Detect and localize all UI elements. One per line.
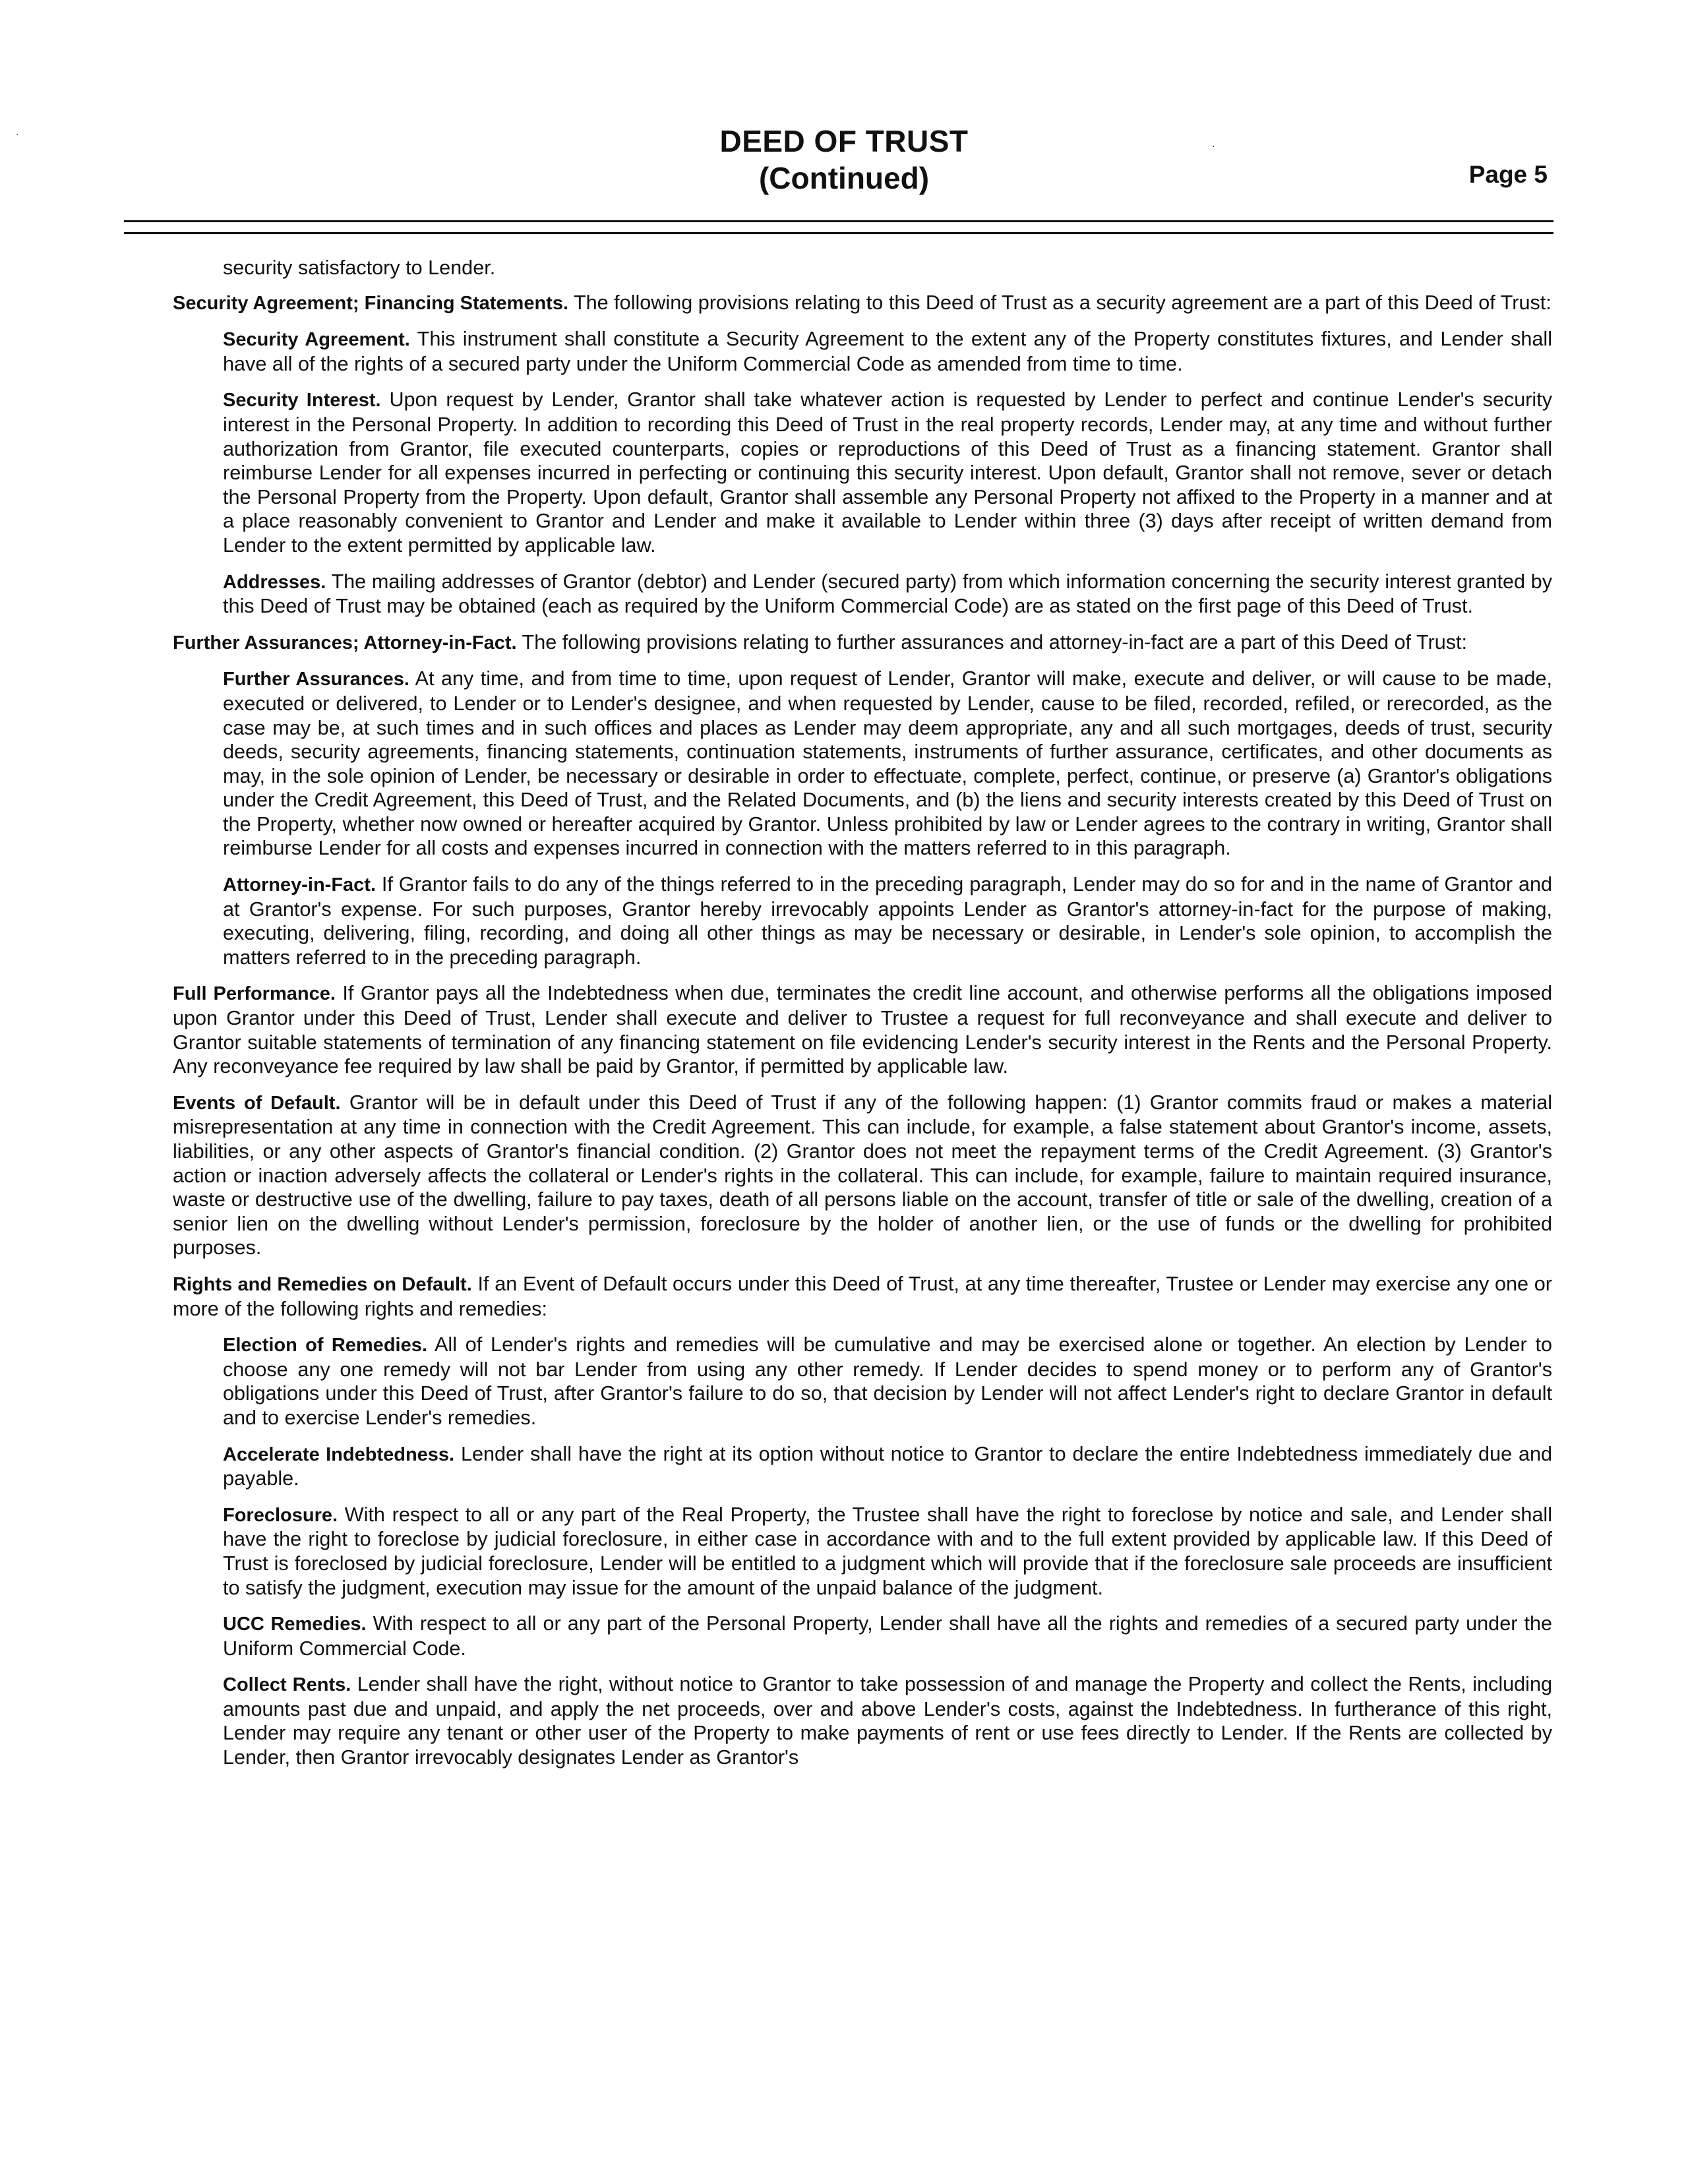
subsection-attorney-in-fact — [223, 872, 1552, 969]
paragraph-text: Lender shall have the right, without notice to Grantor to take possession of and manage the Property and collect the Rents, including amounts past due and unpaid, and apply the net proceeds, over and above Lender's costs, against the Indebtedness. In furtherance of this right, Lender may require any tenant or other user of the Property to make payments of rent or use fees directly to Lender. If the Rents are collected by Lender, then Grantor irrevocably designates Lender as Grantor's — [223, 1673, 1553, 1769]
paragraph-text: Lender shall have the right at its option without notice to Grantor to declare the entire Indebtedness immediately due and payable. — [223, 1442, 1552, 1490]
paragraph-text: If Grantor pays all the Indebtedness when due, terminates the credit line account, and otherwise performs all the obligations imposed upon Grantor under this Deed of Trust, Lender shall execute and deliver to Trustee a request for full reconveyance and shall execute and deliver to Grantor suitable statements of termination of any financing statement on file evidencing Lender's security interest in the Rents and the Personal Property. Any reconveyance fee required by law shall be paid by Grantor, if permitted by applicable law. — [173, 982, 1552, 1078]
paragraph-text: If Grantor fails to do any of the things referred to in the preceding paragraph, Lender may do so for and in the name of Grantor and at Grantor's expense. For such purposes, Grantor hereby irrevocably appoints Lender as Grantor's attorney-in-fact for the purpose of making, executing, delivering, filing, recording, and doing all other things as may be necessary or desirable, in Lender's sole opinion, to accomplish the matters referred to in the preceding paragraph. — [223, 873, 1553, 969]
subsection-heading: Collect Rents. — [223, 1674, 351, 1696]
paragraph-text: At any time, and from time to time, upon request of Lender, Grantor will make, execute and deliver, or will cause to be made, executed or delivered, to Lender or to Lender's designee, and when requested by Lender, cause to be filed, recorded, refiled, or rerecorded, as the case may be, at such times and in such offices and places as Lender may deem appropriate, any and all such mortgages, deeds of trust, security deeds, security agreements, financing statements, continuation statements, instruments of further assurance, certificates, and other documents as may, in the sole opinion of Lender, be necessary or desirable in order to effectuate, complete, perfect, continue, or preserve (a) Grantor's obligations under the Credit Agreement, this Deed of Trust, and the Related Documents, and (b) the liens and security interests created by this Deed of Trust on the Property, whether now owned or hereafter acquired by Grantor. Unless prohibited by law or Lender agrees to the contrary in writing, Grantor shall reimburse Lender for all costs and expenses incurred in connection with the matters referred to in this paragraph. — [223, 667, 1553, 860]
paragraph-text: Upon request by Lender, Grantor shall take whatever action is requested by Lender to perfect and continue Lender's security interest in the Personal Property. In addition to recording this Deed of Trust in the real property records, Lender may, at any time and without further authorization from Grantor, file executed counterparts, copies or reproductions of this Deed of Trust as a financing statement. Grantor shall reimburse Lender for all expenses incurred in perfecting or continuing this security interest. Upon default, Grantor shall not remove, sever or detach the Personal Property from the Property. Upon default, Grantor shall assemble any Personal Property not affixed to the Property in a manner and at a place reasonably convenient to Grantor and Lender and make it available to Lender within three (3) days after receipt of written demand from Lender to the extent permitted by applicable law. — [223, 388, 1553, 557]
document-title: DEED OF TRUST — [719, 124, 969, 158]
subsection-security-agreement — [223, 327, 1552, 376]
section-heading: Events of Default. — [173, 1092, 341, 1114]
paragraph-text: If an Event of Default occurs under this Deed of Trust, at any time thereafter, Trustee or Lender may exercise any one or more of the following rights and remedies: — [173, 1272, 1552, 1320]
subsection-heading: Security Interest. — [223, 390, 381, 411]
subsection-security-interest — [223, 388, 1552, 557]
section-rights-and-remedies — [173, 1272, 1552, 1321]
subsection-heading: Addresses. — [223, 571, 326, 593]
paragraph-text: With respect to all or any part of the Real Property, the Trustee shall have the right to foreclose by notice and sale, and Lender shall have the right to foreclose by judicial foreclosure, in either case in accordance with and to the full extent provided by applicable law. If this Deed of Trust is foreclosed by judicial foreclosure, Lender will be entitled to a judgment which will provide that if the foreclosure sale proceeds are insufficient to satisfy the judgment, execution may issue for the amount of the unpaid balance of the judgment. — [223, 1503, 1552, 1599]
paragraph-text: Grantor will be in default under this Deed of Trust if any of the following happen: (1) Grantor commits fraud or makes a material misrepresentation at any time in connection with the Credit Agreement. This can include, for example, a false statement about Grantor's income, assets, liabilities, or any other aspects of Grantor's financial condition. (2) Grantor does not meet the repayment terms of the Credit Agreement. (3) Grantor's action or inaction adversely affects the collateral or Lender's rights in the collateral. This can include, for example, failure to maintain required insurance, waste or destructive use of the dwelling, failure to pay taxes, death of all persons liable on the account, transfer of title or sale of the dwelling, creation of a senior lien on the dwelling without Lender's permission, foreclosure by the holder of another lien, or the use of funds or the dwelling for prohibited purposes. — [173, 1091, 1553, 1259]
subsection-heading: UCC Remedies. — [223, 1614, 367, 1635]
document-body — [173, 256, 1552, 1782]
section-security-agreement-financing — [173, 291, 1552, 316]
page-number: Page 5 — [1468, 161, 1548, 188]
paragraph-text: The following provisions relating to this Deed of Trust as a security agreement are a part of this Deed of Trust: — [573, 291, 1552, 314]
section-heading: Rights and Remedies on Default. — [173, 1273, 472, 1295]
paragraph-text: With respect to all or any part of the Personal Property, Lender shall have all the rights and remedies of a secured party under the Uniform Commercial Code. — [223, 1612, 1552, 1660]
scan-speck: · — [16, 129, 19, 139]
subsection-heading: Foreclosure. — [223, 1504, 338, 1526]
section-heading: Security Agreement; Financing Statements. — [173, 292, 569, 314]
section-further-assurances-attorney — [173, 630, 1552, 655]
subsection-heading: Accelerate Indebtedness. — [223, 1443, 455, 1465]
section-events-of-default — [173, 1091, 1552, 1260]
section-full-performance — [173, 981, 1552, 1078]
paragraph-text: This instrument shall constitute a Security Agreement to the extent any of the Property constitutes fixtures, and Lender shall have all of the rights of a secured party under the Uniform Commercial Code as amended from time to time. — [223, 328, 1552, 375]
subsection-accelerate-indebtedness — [223, 1442, 1552, 1491]
paragraph-text: All of Lender's rights and remedies will be cumulative and may be exercised alone or together. An election by Lender to choose any one remedy will not bar Lender from using any other remedy. If Lender decides to spend money or to perform any of Grantor's obligations under this Deed of Trust, after Grantor's failure to do so, that decision by Lender will not affect Lender's right to declare Grantor in default and to exercise Lender's remedies. — [223, 1333, 1552, 1429]
header-divider-top — [124, 220, 1553, 222]
subsection-heading: Attorney-in-Fact. — [223, 874, 376, 896]
paragraph-text: The mailing addresses of Grantor (debtor) and Lender (secured party) from which information concerning the security interest granted by this Deed of Trust may be obtained (each as required by the Uniform Commercial Code) are as stated on the first page of this Deed of Trust. — [223, 570, 1552, 618]
subsection-election-of-remedies — [223, 1333, 1552, 1430]
subsection-collect-rents — [223, 1672, 1552, 1769]
scan-speck: · — [1212, 140, 1215, 151]
subsection-further-assurances — [223, 667, 1552, 861]
document-header — [0, 123, 1688, 197]
paragraph-continuation — [223, 256, 1552, 280]
paragraph-text: The following provisions relating to further assurances and attorney-in-fact are a part of this Deed of Trust: — [522, 630, 1468, 653]
subsection-heading: Further Assurances. — [223, 669, 409, 690]
section-heading: Further Assurances; Attorney-in-Fact. — [173, 632, 517, 653]
header-divider-bottom — [124, 232, 1553, 234]
subsection-heading: Election of Remedies. — [223, 1335, 427, 1356]
subsection-heading: Security Agreement. — [223, 329, 410, 351]
subsection-ucc-remedies — [223, 1612, 1552, 1660]
subsection-addresses — [223, 570, 1552, 619]
document-subtitle: (Continued) — [758, 161, 930, 195]
subsection-foreclosure — [223, 1503, 1552, 1600]
paragraph-text: security satisfactory to Lender. — [223, 257, 496, 279]
section-heading: Full Performance. — [173, 983, 336, 1005]
